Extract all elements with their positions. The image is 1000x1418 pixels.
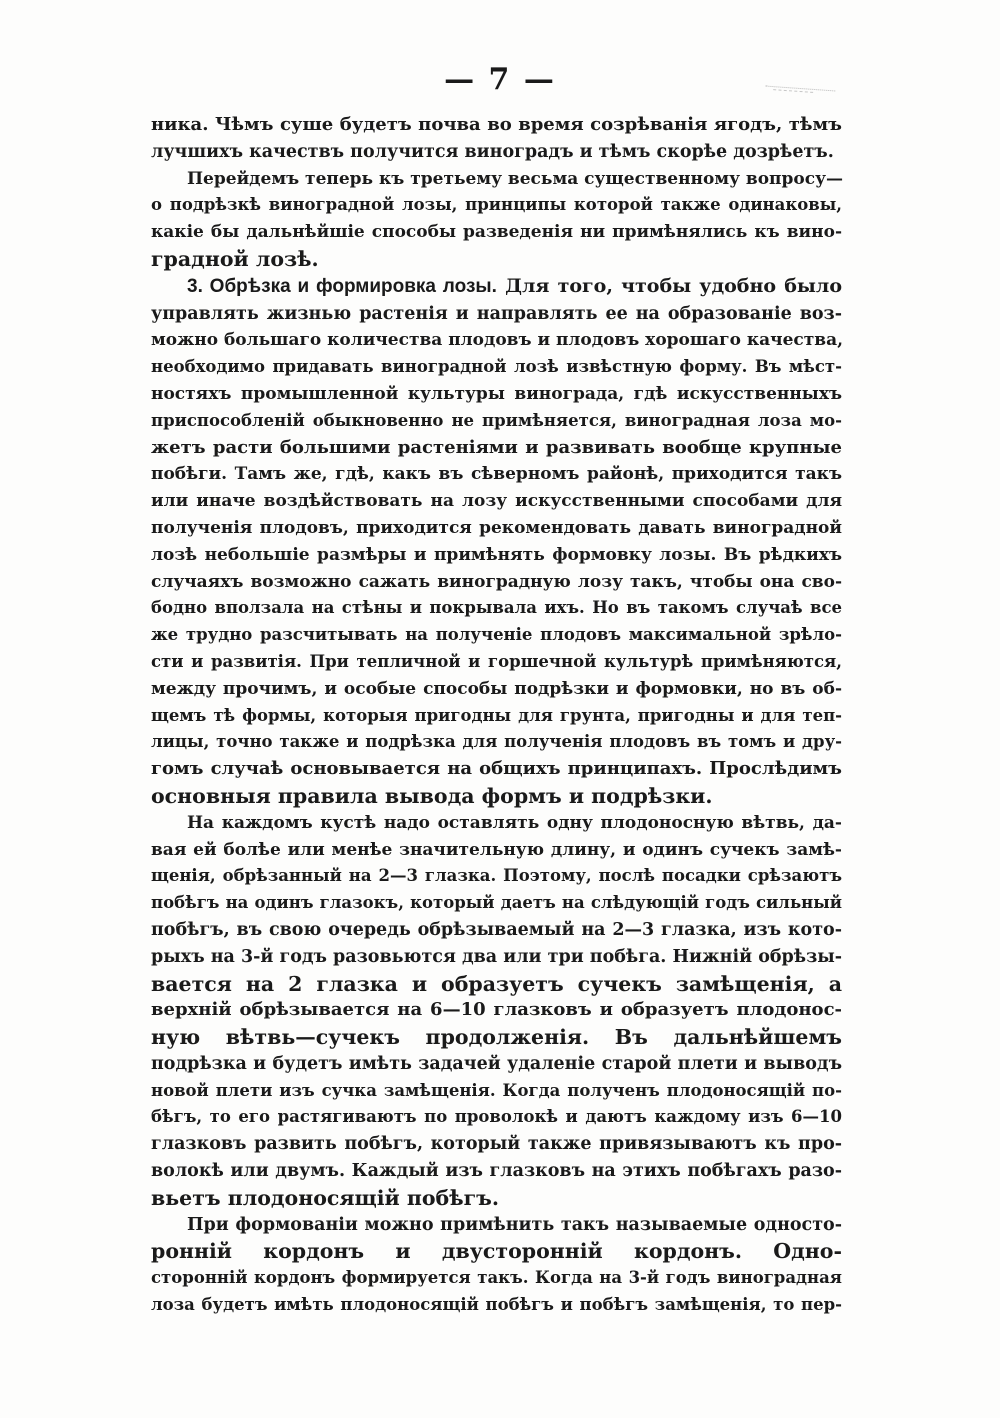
text-line: верхній обрѣзывается на 6—10 глазковъ и образуетъ плодонос-: [151, 999, 842, 1021]
text-line: необходимо придавать виноградной лозѣ извѣстную форму. Въ мѣст-: [151, 357, 842, 377]
text-line: побѣги. Тамъ же, гдѣ, какъ въ сѣверномъ районѣ, приходится такъ: [151, 464, 842, 485]
text-line: побѣгъ, въ свою очередь обрѣзываемый на 2—3 глазка, изъ кото-: [151, 919, 842, 940]
text-line: между прочимъ, и особые способы подрѣзки и формовки, но въ об-: [151, 678, 842, 699]
text-line: полученія плодовъ, приходится рекомендовать давать виноградной: [151, 517, 842, 538]
paragraph-4: [151, 810, 842, 1212]
paragraph-3: [151, 273, 842, 810]
text-line: [151, 273, 842, 301]
section-heading: 3. Обрѣзка и формировка лозы.: [187, 275, 497, 297]
text-line: ронній кордонъ и двусторонній кордонъ. Одно-: [151, 1239, 842, 1264]
text-line: На каждомъ кустѣ надо оставлять одну плодоносную вѣтвь, да-: [187, 812, 842, 833]
text-line: вьетъ плодоносящій побѣгъ.: [151, 1185, 500, 1210]
text-line: лицы, точно также и подрѣзка для полученія плодовъ въ томъ и дру-: [151, 732, 842, 752]
text-line: основныя правила вывода формъ и подрѣзки.: [151, 783, 713, 808]
text-line: сторонній кордонъ формируется такъ. Когда на 3-й годъ виноградная: [151, 1268, 842, 1288]
text-line: какіе бы дальнѣйшіе способы разведенія ни примѣнялись къ вино-: [151, 222, 842, 243]
text-line: рыхъ на 3-й годъ разовьются два или три побѣга. Нижній обрѣзы-: [151, 946, 843, 967]
text-line: ностяхъ промышленной культуры винограда, гдѣ искусственныхъ: [151, 383, 842, 404]
text-line: новой плети изъ сучка замѣщенія. Когда полученъ плодоносящій по-: [151, 1080, 842, 1100]
text-line: управлять жизнью растенія и направлять ее на образованіе воз-: [151, 303, 842, 324]
text-line: щемъ тѣ формы, которыя пригодны для грунта, пригодны и для теп-: [151, 705, 842, 725]
text-line: сти и развитія. При тепличной и горшечной культурѣ примѣняются,: [151, 651, 842, 671]
paragraph-1: [151, 112, 842, 166]
text-line: лучшихъ качествъ получится виноградъ и тѣмъ скорѣе дозрѣетъ.: [151, 141, 834, 162]
text-line: можно большаго количества плодовъ и плодовъ хорошаго качества,: [151, 330, 844, 351]
text-line: ника. Чѣмъ суше будетъ почва во время созрѣванія ягодъ, тѣмъ: [151, 114, 842, 135]
text-line: приспособленій обыкновенно не примѣняется, виноградная лоза мо-: [151, 410, 842, 430]
text-line: побѣгъ на одинъ глазокъ, который даетъ на слѣдующій годъ сильный: [151, 893, 842, 913]
text-line: ную вѣтвь—сучекъ продолженія. Въ дальнѣйшемъ: [151, 1025, 842, 1050]
text-line: глазковъ развить побѣгъ, который также привязываютъ къ про-: [151, 1134, 842, 1155]
text-line: лоза будетъ имѣть плодоносящій побѣгъ и побѣгъ замѣщенія, то пер-: [151, 1295, 842, 1315]
text-line: щенія, обрѣзанный на 2—3 глазка. Поэтому, послѣ посадки срѣзаютъ: [151, 866, 842, 886]
text-line: При формованіи можно примѣнить такъ называемые односто-: [187, 1214, 842, 1235]
text-line: жетъ расти большими растеніями и развивать вообще крупные: [151, 436, 842, 458]
body-text: [151, 112, 842, 1319]
text-line: градной лозѣ.: [151, 246, 319, 271]
text-line: Перейдемъ теперь къ третьему весьма существенному вопросу—: [187, 168, 843, 189]
text-line: подрѣзка и будетъ имѣть задачей удаленіе старой плети и выводъ: [151, 1053, 842, 1074]
text-line: лозѣ небольшіе размѣры и примѣнять формовку лозы. Въ рѣдкихъ: [151, 544, 842, 565]
text-line: о подрѣзкѣ виноградной лозы, принципы которой также одинаковы,: [151, 195, 842, 215]
paragraph-5: [151, 1212, 842, 1319]
text-line: же трудно разсчитывать на полученіе плодовъ максимальной зрѣло-: [151, 625, 842, 645]
text-line: волокѣ или двумъ. Каждый изъ глазковъ на этихъ побѣгахъ разо-: [151, 1161, 842, 1182]
text-line: гомъ случаѣ основывается на общихъ принципахъ. Прослѣдимъ: [151, 758, 842, 780]
text-line: или иначе воздѣйствовать на лозу искусственными способами для: [151, 491, 842, 512]
text-line: вая ей болѣе или менѣе значительную длину, и одинъ сучекъ замѣ-: [151, 839, 842, 860]
text-line: бодно вползала на стѣны и покрывала ихъ. Но въ такомъ случаѣ все: [151, 598, 842, 618]
text-line: бѣгъ, то его растягиваютъ по проволокѣ и даютъ каждому изъ 6—10: [151, 1107, 842, 1127]
text-line: случаяхъ возможно сажать виноградную лозу такъ, чтобы она сво-: [151, 571, 842, 592]
paragraph-2: [151, 166, 842, 273]
text-line: вается на 2 глазка и образуетъ сучекъ замѣщенія, а: [151, 971, 842, 996]
text-fragment: Для того, чтобы удобно было: [496, 274, 843, 297]
page-number: — 7 —: [444, 62, 556, 97]
